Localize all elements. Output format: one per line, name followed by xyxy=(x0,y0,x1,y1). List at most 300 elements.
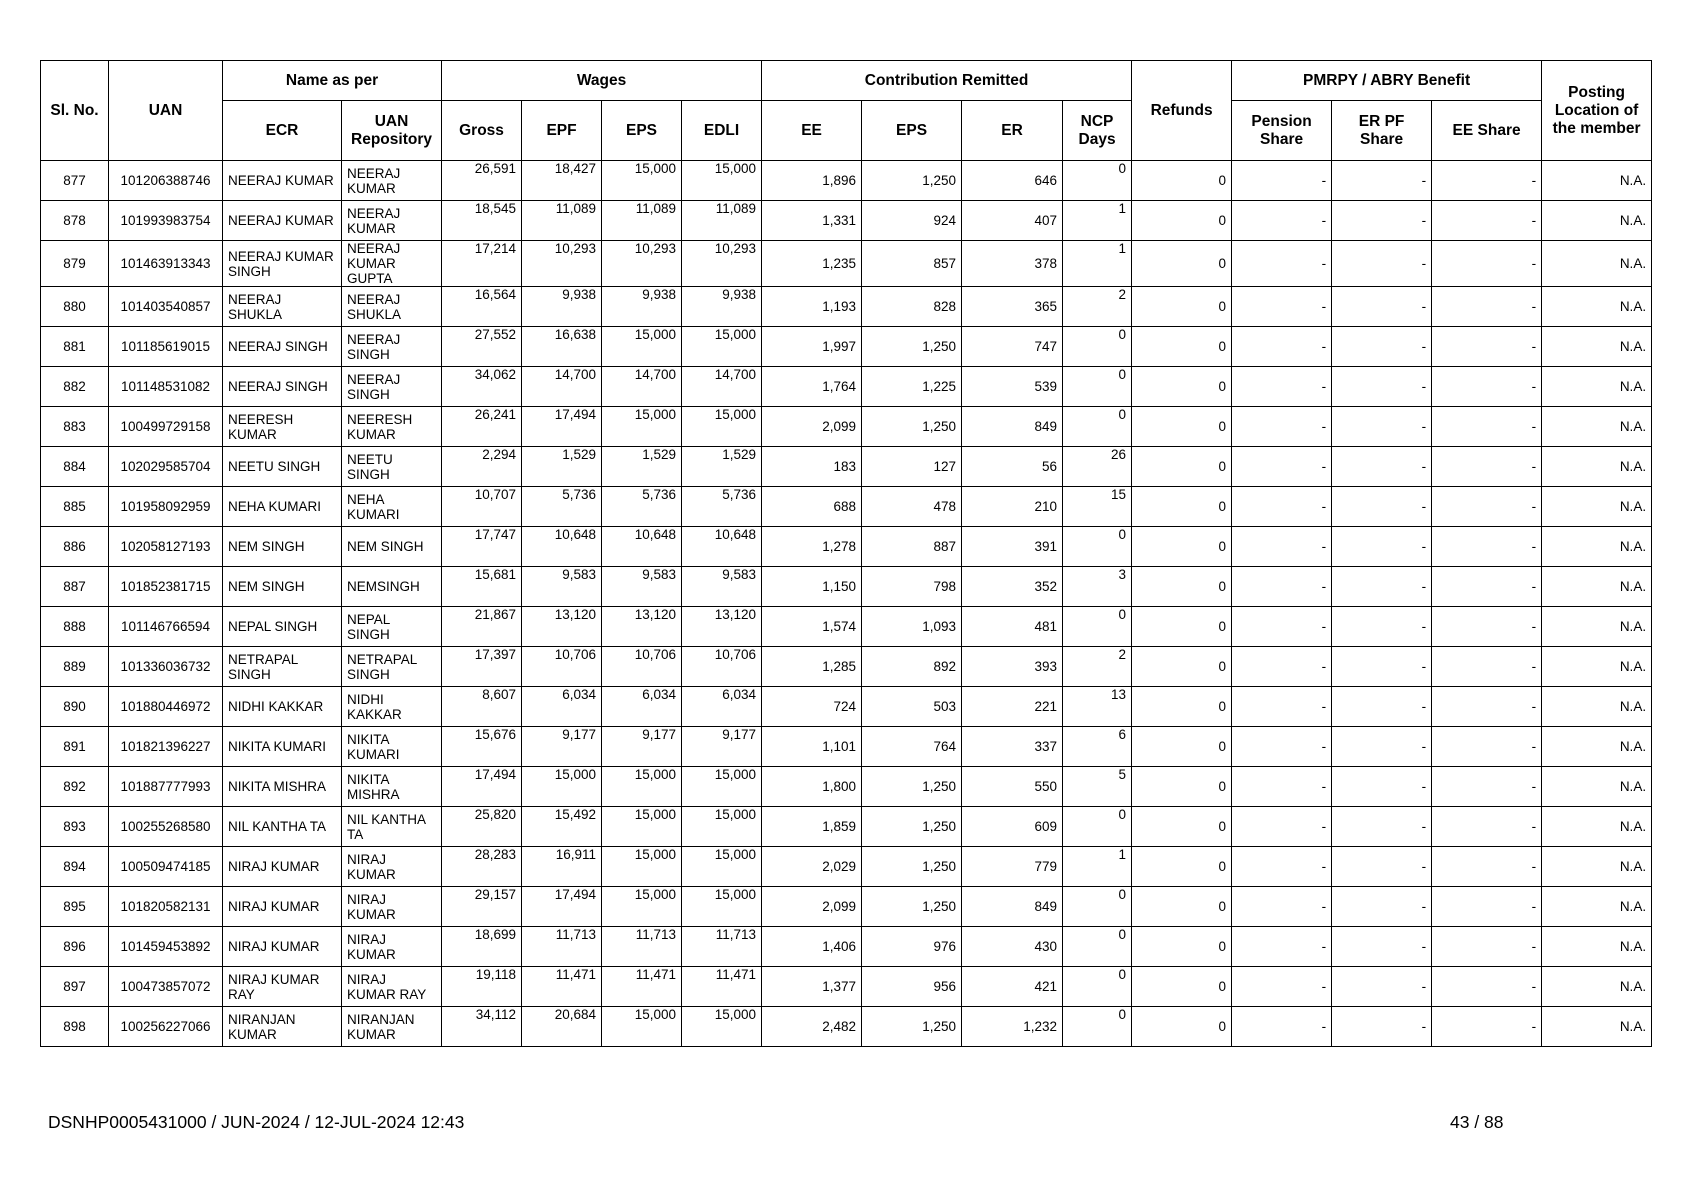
cell-posting-location: N.A. xyxy=(1542,201,1652,241)
cell-ecr-name: NIRAJ KUMAR RAY xyxy=(223,967,342,1007)
cell-edli: 9,177 xyxy=(682,727,762,767)
cell-ee-share: - xyxy=(1432,447,1542,487)
cell-eps: 1,529 xyxy=(602,447,682,487)
cell-contribution-eps: 892 xyxy=(862,647,962,687)
cell-er-pf-share: - xyxy=(1332,927,1432,967)
cell-sl-no: 886 xyxy=(41,527,109,567)
cell-eps: 15,000 xyxy=(602,1007,682,1047)
table-row xyxy=(41,201,1652,241)
cell-ncp-days: 0 xyxy=(1063,1007,1132,1047)
cell-edli: 10,648 xyxy=(682,527,762,567)
cell-pension-share: - xyxy=(1232,287,1332,327)
cell-ecr-name: NIKITA MISHRA xyxy=(223,767,342,807)
cell-er-pf-share: - xyxy=(1332,407,1432,447)
cell-pension-share: - xyxy=(1232,241,1332,287)
header-eps: EPS xyxy=(602,101,682,161)
cell-contribution-eps: 1,250 xyxy=(862,807,962,847)
cell-gross: 17,397 xyxy=(442,647,522,687)
cell-uan: 100256227066 xyxy=(109,1007,223,1047)
cell-contribution-eps: 503 xyxy=(862,687,962,727)
cell-edli: 15,000 xyxy=(682,807,762,847)
cell-ee: 2,029 xyxy=(762,847,862,887)
cell-gross: 25,820 xyxy=(442,807,522,847)
cell-ncp-days: 0 xyxy=(1063,407,1132,447)
cell-ee: 724 xyxy=(762,687,862,727)
cell-eps: 6,034 xyxy=(602,687,682,727)
cell-er: 481 xyxy=(962,607,1063,647)
cell-contribution-eps: 1,250 xyxy=(862,161,962,201)
cell-uan-repository-name: NIKITA KUMARI xyxy=(342,727,442,767)
cell-eps: 11,089 xyxy=(602,201,682,241)
cell-er: 352 xyxy=(962,567,1063,607)
cell-er-pf-share: - xyxy=(1332,527,1432,567)
cell-ee: 1,278 xyxy=(762,527,862,567)
cell-refunds: 0 xyxy=(1132,161,1232,201)
cell-er: 56 xyxy=(962,447,1063,487)
cell-refunds: 0 xyxy=(1132,767,1232,807)
cell-uan: 100509474185 xyxy=(109,847,223,887)
cell-ncp-days: 0 xyxy=(1063,367,1132,407)
cell-epf: 11,471 xyxy=(522,967,602,1007)
cell-gross: 17,494 xyxy=(442,767,522,807)
table-body xyxy=(41,161,1652,1047)
cell-eps: 15,000 xyxy=(602,407,682,447)
table-row xyxy=(41,607,1652,647)
cell-epf: 11,713 xyxy=(522,927,602,967)
cell-eps: 11,713 xyxy=(602,927,682,967)
table-row xyxy=(41,727,1652,767)
cell-pension-share: - xyxy=(1232,887,1332,927)
cell-edli: 11,089 xyxy=(682,201,762,241)
header-ee: EE xyxy=(762,101,862,161)
cell-uan-repository-name: NIKITA MISHRA xyxy=(342,767,442,807)
cell-uan-repository-name: NEERESH KUMAR xyxy=(342,407,442,447)
cell-gross: 15,681 xyxy=(442,567,522,607)
cell-gross: 34,062 xyxy=(442,367,522,407)
cell-ecr-name: NEM SINGH xyxy=(223,527,342,567)
cell-er: 337 xyxy=(962,727,1063,767)
cell-contribution-eps: 956 xyxy=(862,967,962,1007)
header-ecr: ECR xyxy=(223,101,342,161)
cell-epf: 11,089 xyxy=(522,201,602,241)
header-posting-location: Posting Location of the member xyxy=(1542,61,1652,161)
cell-pension-share: - xyxy=(1232,967,1332,1007)
cell-sl-no: 882 xyxy=(41,367,109,407)
cell-ecr-name: NIRAJ KUMAR xyxy=(223,847,342,887)
cell-uan: 100473857072 xyxy=(109,967,223,1007)
cell-er-pf-share: - xyxy=(1332,201,1432,241)
cell-er-pf-share: - xyxy=(1332,487,1432,527)
cell-ee: 1,997 xyxy=(762,327,862,367)
cell-ncp-days: 0 xyxy=(1063,807,1132,847)
cell-ee: 1,235 xyxy=(762,241,862,287)
cell-ecr-name: NEERAJ SINGH xyxy=(223,367,342,407)
cell-epf: 6,034 xyxy=(522,687,602,727)
cell-posting-location: N.A. xyxy=(1542,447,1652,487)
footer-page-number: 43 / 88 xyxy=(1450,1112,1504,1132)
cell-ncp-days: 1 xyxy=(1063,847,1132,887)
cell-er-pf-share: - xyxy=(1332,287,1432,327)
cell-ncp-days: 5 xyxy=(1063,767,1132,807)
cell-ee-share: - xyxy=(1432,1007,1542,1047)
cell-er-pf-share: - xyxy=(1332,241,1432,287)
cell-gross: 34,112 xyxy=(442,1007,522,1047)
table-row xyxy=(41,327,1652,367)
cell-epf: 9,938 xyxy=(522,287,602,327)
header-er-pf-share: ER PF Share xyxy=(1332,101,1432,161)
cell-ee-share: - xyxy=(1432,407,1542,447)
header-pension-share: Pension Share xyxy=(1232,101,1332,161)
cell-refunds: 0 xyxy=(1132,367,1232,407)
table-row xyxy=(41,287,1652,327)
cell-ee-share: - xyxy=(1432,767,1542,807)
cell-refunds: 0 xyxy=(1132,887,1232,927)
cell-er: 210 xyxy=(962,487,1063,527)
cell-gross: 15,676 xyxy=(442,727,522,767)
cell-ecr-name: NETRAPAL SINGH xyxy=(223,647,342,687)
cell-epf: 13,120 xyxy=(522,607,602,647)
cell-er-pf-share: - xyxy=(1332,327,1432,367)
cell-ee: 1,574 xyxy=(762,607,862,647)
cell-uan-repository-name: NEERAJ SINGH xyxy=(342,327,442,367)
cell-ecr-name: NEERAJ SHUKLA xyxy=(223,287,342,327)
cell-uan: 101185619015 xyxy=(109,327,223,367)
cell-gross: 27,552 xyxy=(442,327,522,367)
cell-contribution-eps: 887 xyxy=(862,527,962,567)
cell-uan: 102058127193 xyxy=(109,527,223,567)
cell-ee-share: - xyxy=(1432,241,1542,287)
cell-ncp-days: 0 xyxy=(1063,967,1132,1007)
cell-refunds: 0 xyxy=(1132,1007,1232,1047)
cell-refunds: 0 xyxy=(1132,967,1232,1007)
cell-pension-share: - xyxy=(1232,407,1332,447)
cell-eps: 10,706 xyxy=(602,647,682,687)
cell-pension-share: - xyxy=(1232,847,1332,887)
cell-ncp-days: 0 xyxy=(1063,607,1132,647)
cell-refunds: 0 xyxy=(1132,847,1232,887)
cell-ee-share: - xyxy=(1432,927,1542,967)
cell-refunds: 0 xyxy=(1132,647,1232,687)
cell-posting-location: N.A. xyxy=(1542,241,1652,287)
cell-edli: 10,293 xyxy=(682,241,762,287)
cell-ecr-name: NEERAJ KUMAR xyxy=(223,201,342,241)
cell-gross: 18,545 xyxy=(442,201,522,241)
cell-uan: 101852381715 xyxy=(109,567,223,607)
cell-ecr-name: NIRANJAN KUMAR xyxy=(223,1007,342,1047)
cell-eps: 15,000 xyxy=(602,807,682,847)
cell-ee: 1,896 xyxy=(762,161,862,201)
cell-ee-share: - xyxy=(1432,807,1542,847)
cell-edli: 6,034 xyxy=(682,687,762,727)
cell-epf: 15,000 xyxy=(522,767,602,807)
cell-ncp-days: 2 xyxy=(1063,287,1132,327)
table-row xyxy=(41,241,1652,287)
cell-er-pf-share: - xyxy=(1332,1007,1432,1047)
cell-epf: 10,648 xyxy=(522,527,602,567)
cell-ncp-days: 0 xyxy=(1063,527,1132,567)
cell-posting-location: N.A. xyxy=(1542,567,1652,607)
cell-er: 1,232 xyxy=(962,1007,1063,1047)
cell-pension-share: - xyxy=(1232,447,1332,487)
table-row xyxy=(41,367,1652,407)
cell-epf: 15,492 xyxy=(522,807,602,847)
cell-er: 779 xyxy=(962,847,1063,887)
cell-posting-location: N.A. xyxy=(1542,527,1652,567)
cell-ncp-days: 0 xyxy=(1063,887,1132,927)
table-row xyxy=(41,807,1652,847)
cell-er-pf-share: - xyxy=(1332,687,1432,727)
cell-ecr-name: NEHA KUMARI xyxy=(223,487,342,527)
cell-uan: 101887777993 xyxy=(109,767,223,807)
table-row xyxy=(41,927,1652,967)
cell-sl-no: 890 xyxy=(41,687,109,727)
cell-contribution-eps: 1,093 xyxy=(862,607,962,647)
cell-er: 747 xyxy=(962,327,1063,367)
cell-er: 550 xyxy=(962,767,1063,807)
cell-uan-repository-name: NEHA KUMARI xyxy=(342,487,442,527)
cell-er-pf-share: - xyxy=(1332,607,1432,647)
cell-uan-repository-name: NIRAJ KUMAR RAY xyxy=(342,967,442,1007)
cell-ecr-name: NIRAJ KUMAR xyxy=(223,927,342,967)
cell-edli: 14,700 xyxy=(682,367,762,407)
cell-er-pf-share: - xyxy=(1332,647,1432,687)
header-sl-no: Sl. No. xyxy=(41,61,109,161)
cell-ncp-days: 2 xyxy=(1063,647,1132,687)
cell-uan-repository-name: NEMSINGH xyxy=(342,567,442,607)
header-refunds: Refunds xyxy=(1132,61,1232,161)
cell-posting-location: N.A. xyxy=(1542,687,1652,727)
cell-ee-share: - xyxy=(1432,287,1542,327)
cell-ee: 2,099 xyxy=(762,407,862,447)
header-er: ER xyxy=(962,101,1063,161)
cell-contribution-eps: 764 xyxy=(862,727,962,767)
header-contribution-eps: EPS xyxy=(862,101,962,161)
header-epf: EPF xyxy=(522,101,602,161)
table-row xyxy=(41,567,1652,607)
cell-refunds: 0 xyxy=(1132,927,1232,967)
cell-contribution-eps: 1,250 xyxy=(862,407,962,447)
cell-eps: 9,938 xyxy=(602,287,682,327)
cell-sl-no: 894 xyxy=(41,847,109,887)
cell-edli: 15,000 xyxy=(682,161,762,201)
cell-er-pf-share: - xyxy=(1332,767,1432,807)
cell-gross: 18,699 xyxy=(442,927,522,967)
cell-epf: 16,638 xyxy=(522,327,602,367)
cell-pension-share: - xyxy=(1232,927,1332,967)
cell-sl-no: 879 xyxy=(41,241,109,287)
cell-ncp-days: 6 xyxy=(1063,727,1132,767)
cell-ecr-name: NEERAJ KUMAR SINGH xyxy=(223,241,342,287)
cell-sl-no: 889 xyxy=(41,647,109,687)
cell-uan: 100499729158 xyxy=(109,407,223,447)
cell-ee: 1,331 xyxy=(762,201,862,241)
cell-uan-repository-name: NIDHI KAKKAR xyxy=(342,687,442,727)
cell-epf: 9,583 xyxy=(522,567,602,607)
header-uan: UAN xyxy=(109,61,223,161)
cell-ncp-days: 15 xyxy=(1063,487,1132,527)
cell-gross: 26,241 xyxy=(442,407,522,447)
cell-contribution-eps: 1,250 xyxy=(862,887,962,927)
cell-gross: 29,157 xyxy=(442,887,522,927)
cell-er-pf-share: - xyxy=(1332,367,1432,407)
cell-ee: 2,482 xyxy=(762,1007,862,1047)
cell-sl-no: 880 xyxy=(41,287,109,327)
cell-uan-repository-name: NEERAJ KUMAR GUPTA xyxy=(342,241,442,287)
cell-uan-repository-name: NIRANJAN KUMAR xyxy=(342,1007,442,1047)
cell-er: 393 xyxy=(962,647,1063,687)
cell-contribution-eps: 1,250 xyxy=(862,847,962,887)
cell-uan: 101463913343 xyxy=(109,241,223,287)
cell-er: 849 xyxy=(962,407,1063,447)
table-row xyxy=(41,887,1652,927)
cell-ee-share: - xyxy=(1432,727,1542,767)
cell-posting-location: N.A. xyxy=(1542,287,1652,327)
cell-uan: 101148531082 xyxy=(109,367,223,407)
cell-posting-location: N.A. xyxy=(1542,1007,1652,1047)
cell-ecr-name: NIL KANTHA TA xyxy=(223,807,342,847)
cell-posting-location: N.A. xyxy=(1542,367,1652,407)
cell-uan-repository-name: NIRAJ KUMAR xyxy=(342,927,442,967)
cell-pension-share: - xyxy=(1232,687,1332,727)
cell-sl-no: 883 xyxy=(41,407,109,447)
header-gross: Gross xyxy=(442,101,522,161)
cell-sl-no: 892 xyxy=(41,767,109,807)
cell-epf: 9,177 xyxy=(522,727,602,767)
cell-pension-share: - xyxy=(1232,201,1332,241)
table-row xyxy=(41,487,1652,527)
table-header xyxy=(41,61,1652,161)
cell-uan-repository-name: NIRAJ KUMAR xyxy=(342,847,442,887)
cell-ncp-days: 1 xyxy=(1063,241,1132,287)
cell-er-pf-share: - xyxy=(1332,847,1432,887)
cell-refunds: 0 xyxy=(1132,727,1232,767)
header-pmrpy-abry: PMRPY / ABRY Benefit xyxy=(1232,61,1542,101)
cell-ncp-days: 0 xyxy=(1063,161,1132,201)
cell-er: 407 xyxy=(962,201,1063,241)
cell-er: 539 xyxy=(962,367,1063,407)
cell-ee: 1,101 xyxy=(762,727,862,767)
cell-refunds: 0 xyxy=(1132,407,1232,447)
cell-uan-repository-name: NEM SINGH xyxy=(342,527,442,567)
cell-ee: 688 xyxy=(762,487,862,527)
cell-edli: 15,000 xyxy=(682,327,762,367)
cell-pension-share: - xyxy=(1232,807,1332,847)
header-ncp-days: NCP Days xyxy=(1063,101,1132,161)
cell-ecr-name: NEPAL SINGH xyxy=(223,607,342,647)
cell-contribution-eps: 1,250 xyxy=(862,767,962,807)
cell-posting-location: N.A. xyxy=(1542,407,1652,447)
cell-pension-share: - xyxy=(1232,487,1332,527)
cell-refunds: 0 xyxy=(1132,241,1232,287)
cell-edli: 11,471 xyxy=(682,967,762,1007)
cell-ee: 1,859 xyxy=(762,807,862,847)
cell-sl-no: 884 xyxy=(41,447,109,487)
cell-pension-share: - xyxy=(1232,327,1332,367)
cell-eps: 15,000 xyxy=(602,767,682,807)
cell-refunds: 0 xyxy=(1132,447,1232,487)
table-row xyxy=(41,687,1652,727)
cell-refunds: 0 xyxy=(1132,287,1232,327)
cell-contribution-eps: 857 xyxy=(862,241,962,287)
cell-posting-location: N.A. xyxy=(1542,927,1652,967)
cell-pension-share: - xyxy=(1232,1007,1332,1047)
cell-epf: 10,706 xyxy=(522,647,602,687)
cell-edli: 9,583 xyxy=(682,567,762,607)
cell-ncp-days: 26 xyxy=(1063,447,1132,487)
header-uan-repository: UAN Repository xyxy=(342,101,442,161)
cell-contribution-eps: 976 xyxy=(862,927,962,967)
cell-ecr-name: NEETU SINGH xyxy=(223,447,342,487)
cell-epf: 16,911 xyxy=(522,847,602,887)
cell-epf: 10,293 xyxy=(522,241,602,287)
table-row xyxy=(41,527,1652,567)
cell-gross: 2,294 xyxy=(442,447,522,487)
cell-gross: 17,747 xyxy=(442,527,522,567)
cell-gross: 8,607 xyxy=(442,687,522,727)
cell-ee: 183 xyxy=(762,447,862,487)
cell-epf: 1,529 xyxy=(522,447,602,487)
cell-uan: 101880446972 xyxy=(109,687,223,727)
table-row xyxy=(41,161,1652,201)
cell-uan-repository-name: NEPAL SINGH xyxy=(342,607,442,647)
cell-gross: 21,867 xyxy=(442,607,522,647)
cell-uan-repository-name: NEERAJ KUMAR xyxy=(342,161,442,201)
cell-ee-share: - xyxy=(1432,567,1542,607)
cell-er: 221 xyxy=(962,687,1063,727)
cell-ee: 1,193 xyxy=(762,287,862,327)
cell-ecr-name: NIDHI KAKKAR xyxy=(223,687,342,727)
table-row xyxy=(41,407,1652,447)
cell-sl-no: 881 xyxy=(41,327,109,367)
cell-er-pf-share: - xyxy=(1332,807,1432,847)
header-ee-share: EE Share xyxy=(1432,101,1542,161)
cell-uan-repository-name: NEETU SINGH xyxy=(342,447,442,487)
table-row xyxy=(41,647,1652,687)
cell-epf: 17,494 xyxy=(522,407,602,447)
cell-er: 646 xyxy=(962,161,1063,201)
table-row xyxy=(41,847,1652,887)
cell-pension-share: - xyxy=(1232,767,1332,807)
cell-ee-share: - xyxy=(1432,967,1542,1007)
cell-pension-share: - xyxy=(1232,367,1332,407)
cell-ncp-days: 0 xyxy=(1063,327,1132,367)
header-edli: EDLI xyxy=(682,101,762,161)
cell-ncp-days: 13 xyxy=(1063,687,1132,727)
cell-contribution-eps: 1,225 xyxy=(862,367,962,407)
cell-posting-location: N.A. xyxy=(1542,161,1652,201)
cell-ncp-days: 3 xyxy=(1063,567,1132,607)
cell-refunds: 0 xyxy=(1132,687,1232,727)
cell-uan: 101336036732 xyxy=(109,647,223,687)
cell-contribution-eps: 127 xyxy=(862,447,962,487)
cell-er-pf-share: - xyxy=(1332,887,1432,927)
cell-edli: 13,120 xyxy=(682,607,762,647)
cell-eps: 10,648 xyxy=(602,527,682,567)
cell-edli: 15,000 xyxy=(682,767,762,807)
cell-edli: 15,000 xyxy=(682,407,762,447)
table-row xyxy=(41,447,1652,487)
cell-er: 391 xyxy=(962,527,1063,567)
cell-posting-location: N.A. xyxy=(1542,647,1652,687)
cell-ee: 1,406 xyxy=(762,927,862,967)
cell-uan-repository-name: NETRAPAL SINGH xyxy=(342,647,442,687)
cell-ecr-name: NEERAJ SINGH xyxy=(223,327,342,367)
cell-sl-no: 896 xyxy=(41,927,109,967)
cell-posting-location: N.A. xyxy=(1542,327,1652,367)
header-name-as-per: Name as per xyxy=(223,61,442,101)
cell-uan-repository-name: NIRAJ KUMAR xyxy=(342,887,442,927)
cell-ecr-name: NEERAJ KUMAR xyxy=(223,161,342,201)
